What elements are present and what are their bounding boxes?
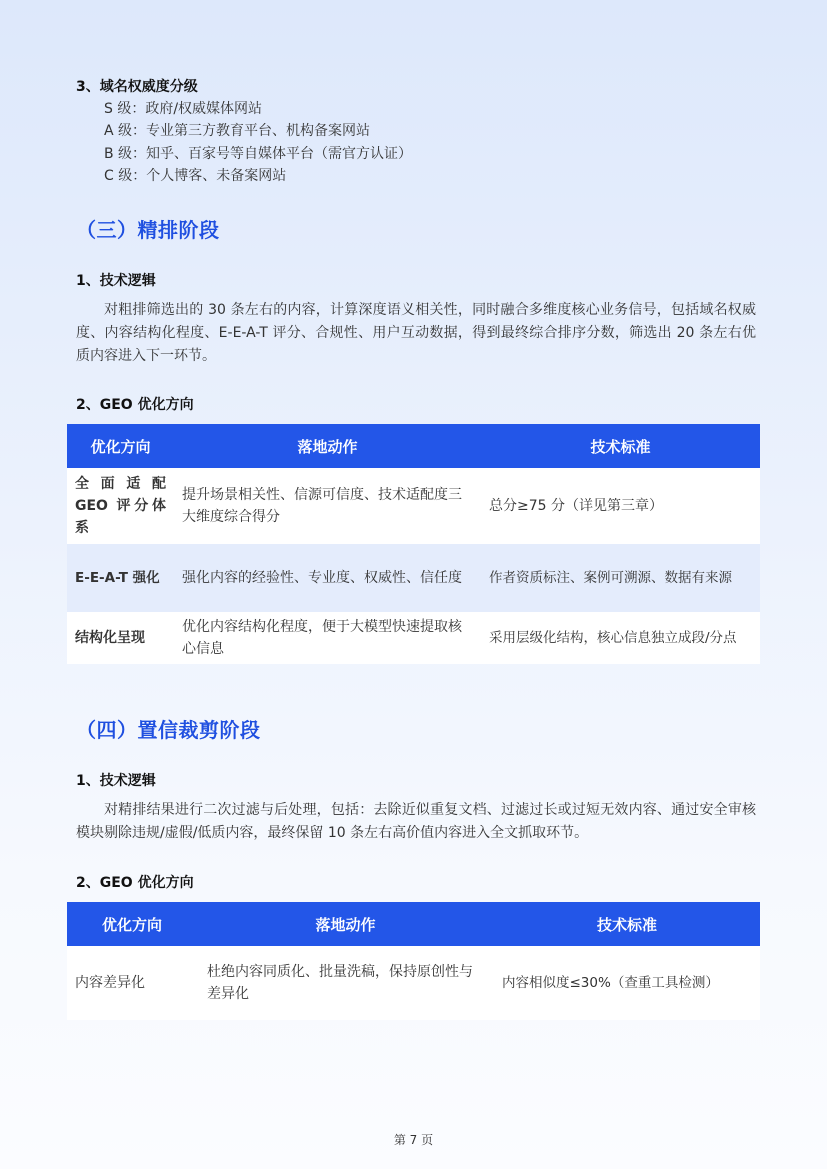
table-cell-standard: 总分≥75 分（详见第三章） <box>481 468 760 544</box>
table-cell-direction: E-E-A-T 强化 <box>67 544 174 612</box>
table-cell-direction: 内容差异化 <box>67 946 197 1020</box>
tech-logic-heading: 1、技术逻辑 <box>76 273 156 289</box>
table-header-row <box>67 902 760 946</box>
geo-optimization-table <box>67 424 760 664</box>
geo-direction-heading: 2、GEO 优化方向 <box>76 875 194 891</box>
table-cell-standard: 采用层级化结构，核心信息独立成段/分点 <box>481 612 760 664</box>
tech-logic-paragraph: 对精排结果进行二次过滤与后处理，包括：去除近似重复文档、过滤过长或过短无效内容、通过安全审核模块剔除违规/虚假/低质内容，最终保留 10 条左右高价值内容进入全文抓取环节。 <box>76 802 756 841</box>
domain-authority-heading: 3、域名权威度分级 <box>76 79 198 95</box>
table-row <box>67 612 760 664</box>
tech-logic-heading: 1、技术逻辑 <box>76 773 156 789</box>
table-cell-action: 强化内容的经验性、专业度、权威性、信任度 <box>174 544 481 612</box>
list-item: C 级：个人博客、未备案网站 <box>104 168 287 184</box>
table-cell-direction: 结构化呈现 <box>67 612 174 664</box>
table-cell-action: 优化内容结构化程度，便于大模型快速提取核心信息 <box>174 612 481 664</box>
table-cell-action: 提升场景相关性、信源可信度、技术适配度三大维度综合得分 <box>174 468 481 544</box>
list-item: S 级：政府/权威媒体网站 <box>104 101 263 117</box>
column-header: 技术标准 <box>494 902 760 946</box>
section-title-fine-ranking: （三）精排阶段 <box>76 218 220 242</box>
table-cell-standard: 作者资质标注、案例可溯源、数据有来源 <box>481 544 760 612</box>
table-cell-direction: 全面适配 GEO 评分体系 <box>67 468 174 544</box>
column-header: 优化方向 <box>67 902 197 946</box>
table-cell-action: 杜绝内容同质化、批量洗稿，保持原创性与差异化 <box>197 946 494 1020</box>
geo-optimization-table <box>67 902 760 1020</box>
geo-direction-heading: 2、GEO 优化方向 <box>76 397 194 413</box>
table-row <box>67 468 760 544</box>
column-header: 落地动作 <box>174 424 481 468</box>
table-row <box>67 946 760 1020</box>
column-header: 落地动作 <box>197 902 494 946</box>
page-number: 第 7 页 <box>393 1133 434 1147</box>
column-header: 优化方向 <box>67 424 174 468</box>
list-item: A 级：专业第三方教育平台、机构备案网站 <box>104 123 371 139</box>
tech-logic-paragraph: 对粗排筛选出的 30 条左右的内容，计算深度语义相关性，同时融合多维度核心业务信号，包括域名权威度、内容结构化程度、E-E-A-T 评分、合规性、用户互动数据，得到最终综合排序分数，筛选出 20 条左右优质内容进入下一环节。 <box>76 302 756 364</box>
column-header: 技术标准 <box>481 424 760 468</box>
section-title-confidence-pruning: （四）置信裁剪阶段 <box>76 718 261 742</box>
list-item: B 级：知乎、百家号等自媒体平台（需官方认证） <box>104 146 413 162</box>
table-row <box>67 544 760 612</box>
table-cell-standard: 内容相似度≤30%（查重工具检测） <box>494 946 760 1020</box>
table-header-row <box>67 424 760 468</box>
